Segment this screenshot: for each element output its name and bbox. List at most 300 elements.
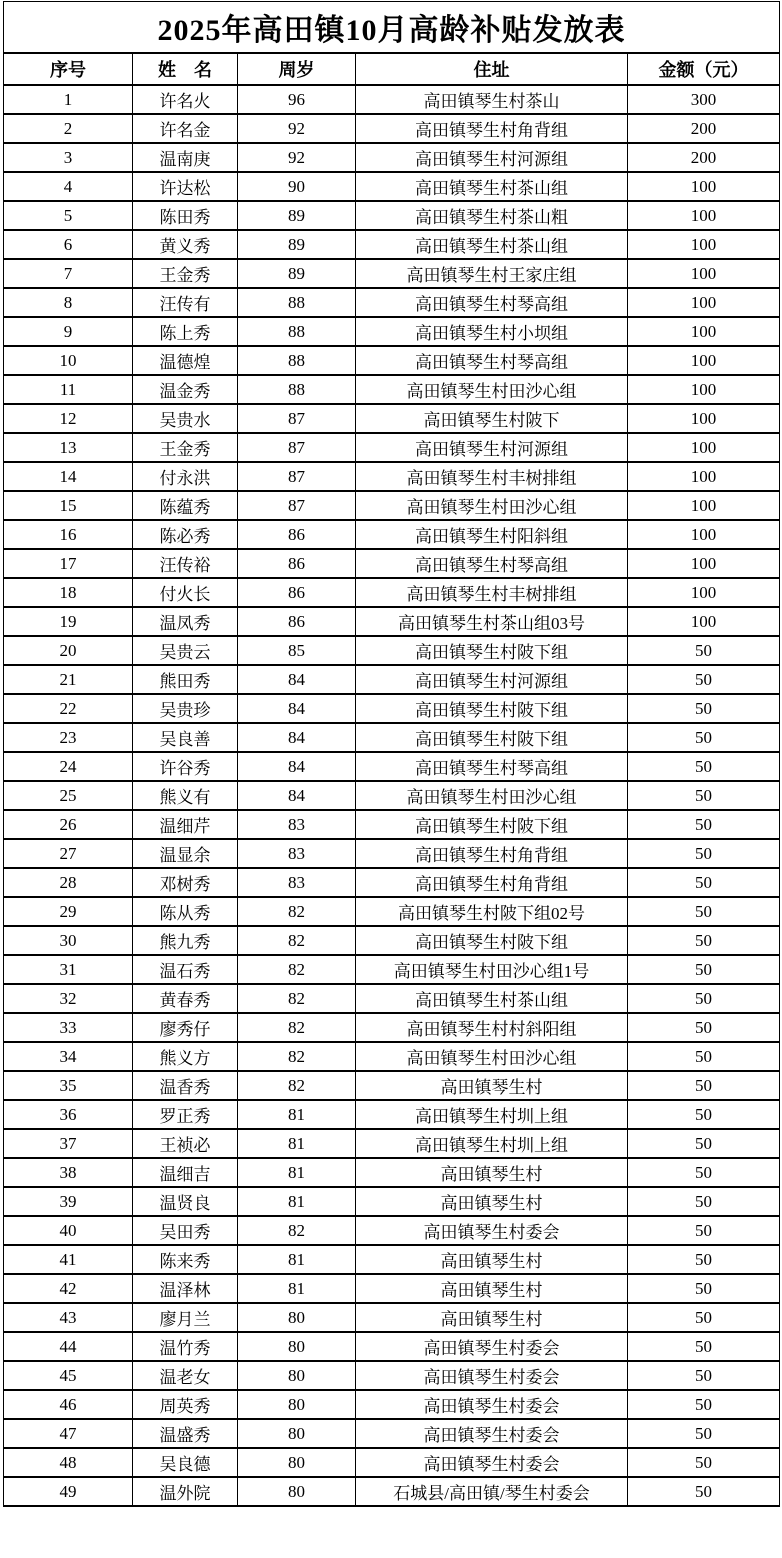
address-cell: 高田镇琴生村陂下 [356,404,628,433]
amount-cell: 50 [628,1390,780,1419]
row-index-cell: 2 [4,114,133,143]
address-cell: 高田镇琴生村 [356,1158,628,1187]
amount-cell: 50 [628,694,780,723]
name-cell: 周英秀 [133,1390,238,1419]
age-cell: 87 [238,404,356,433]
amount-cell: 100 [628,259,780,288]
age-cell: 92 [238,114,356,143]
address-cell: 高田镇琴生村小坝组 [356,317,628,346]
age-cell: 89 [238,259,356,288]
age-cell: 84 [238,723,356,752]
amount-cell: 50 [628,1129,780,1158]
amount-cell: 200 [628,114,780,143]
name-cell: 吴贵云 [133,636,238,665]
address-cell: 高田镇琴生村村斜阳组 [356,1013,628,1042]
age-cell: 87 [238,433,356,462]
col-header-amount: 金额（元） [628,53,780,85]
address-cell: 高田镇琴生村河源组 [356,665,628,694]
age-cell: 81 [238,1245,356,1274]
table-row [4,1216,780,1245]
table-row [4,955,780,984]
name-cell: 温金秀 [133,375,238,404]
name-cell: 黄义秀 [133,230,238,259]
address-cell: 高田镇琴生村陂下组02号 [356,897,628,926]
amount-cell: 50 [628,752,780,781]
row-index-cell: 28 [4,868,133,897]
address-cell: 高田镇琴生村 [356,1303,628,1332]
amount-cell: 50 [628,1303,780,1332]
name-cell: 熊田秀 [133,665,238,694]
row-index-cell: 46 [4,1390,133,1419]
table-row [4,1361,780,1390]
name-cell: 温竹秀 [133,1332,238,1361]
row-index-cell: 20 [4,636,133,665]
address-cell: 高田镇琴生村田沙心组 [356,781,628,810]
amount-cell: 50 [628,723,780,752]
name-cell: 许名金 [133,114,238,143]
amount-cell: 50 [628,1187,780,1216]
table-row [4,1332,780,1361]
table-row [4,1071,780,1100]
age-cell: 80 [238,1390,356,1419]
name-cell: 王金秀 [133,259,238,288]
name-cell: 陈来秀 [133,1245,238,1274]
table-row [4,839,780,868]
name-cell: 黄春秀 [133,984,238,1013]
age-cell: 87 [238,462,356,491]
address-cell: 高田镇琴生村田沙心组 [356,491,628,520]
row-index-cell: 31 [4,955,133,984]
age-cell: 86 [238,578,356,607]
amount-cell: 300 [628,85,780,114]
subsidy-sheet [0,1,782,1558]
age-cell: 83 [238,810,356,839]
table-row [4,375,780,404]
address-cell: 高田镇琴生村茶山组03号 [356,607,628,636]
age-cell: 86 [238,607,356,636]
address-cell: 高田镇琴生村茶山粗 [356,201,628,230]
table-row [4,781,780,810]
row-index-cell: 41 [4,1245,133,1274]
amount-cell: 200 [628,143,780,172]
row-index-cell: 27 [4,839,133,868]
address-cell: 高田镇琴生村陂下组 [356,723,628,752]
name-cell: 温德煌 [133,346,238,375]
age-cell: 81 [238,1129,356,1158]
age-cell: 82 [238,926,356,955]
row-index-cell: 4 [4,172,133,201]
name-cell: 邓树秀 [133,868,238,897]
row-index-cell: 43 [4,1303,133,1332]
title-row [4,2,780,54]
age-cell: 80 [238,1477,356,1506]
table-row [4,810,780,839]
table-row [4,1129,780,1158]
page-title: 2025年高田镇10月高龄补贴发放表 [4,2,780,54]
name-cell: 温石秀 [133,955,238,984]
table-row [4,926,780,955]
amount-cell: 50 [628,781,780,810]
address-cell: 高田镇琴生村陂下组 [356,694,628,723]
name-cell: 王祯必 [133,1129,238,1158]
amount-cell: 100 [628,462,780,491]
amount-cell: 100 [628,288,780,317]
row-index-cell: 1 [4,85,133,114]
age-cell: 86 [238,549,356,578]
address-cell: 高田镇琴生村王家庄组 [356,259,628,288]
name-cell: 熊义方 [133,1042,238,1071]
name-cell: 温凤秀 [133,607,238,636]
row-index-cell: 39 [4,1187,133,1216]
name-cell: 温细芹 [133,810,238,839]
row-index-cell: 47 [4,1419,133,1448]
amount-cell: 50 [628,897,780,926]
amount-cell: 50 [628,1361,780,1390]
table-row [4,520,780,549]
age-cell: 84 [238,781,356,810]
row-index-cell: 21 [4,665,133,694]
amount-cell: 100 [628,433,780,462]
address-cell: 高田镇琴生村阳斜组 [356,520,628,549]
table-row [4,578,780,607]
row-index-cell: 16 [4,520,133,549]
address-cell: 高田镇琴生村田沙心组 [356,1042,628,1071]
name-cell: 吴良德 [133,1448,238,1477]
age-cell: 82 [238,955,356,984]
table-row [4,868,780,897]
table-row [4,404,780,433]
table-row [4,636,780,665]
row-index-cell: 14 [4,462,133,491]
name-cell: 罗正秀 [133,1100,238,1129]
age-cell: 96 [238,85,356,114]
age-cell: 82 [238,1042,356,1071]
address-cell: 高田镇琴生村茶山 [356,85,628,114]
row-index-cell: 45 [4,1361,133,1390]
amount-cell: 50 [628,1245,780,1274]
address-cell: 高田镇琴生村委会 [356,1448,628,1477]
row-index-cell: 7 [4,259,133,288]
amount-cell: 50 [628,1448,780,1477]
row-index-cell: 26 [4,810,133,839]
col-header-name: 姓 名 [133,53,238,85]
amount-cell: 50 [628,810,780,839]
row-index-cell: 35 [4,1071,133,1100]
row-index-cell: 38 [4,1158,133,1187]
table-row [4,1158,780,1187]
row-index-cell: 19 [4,607,133,636]
row-index-cell: 29 [4,897,133,926]
name-cell: 汪传有 [133,288,238,317]
table-row [4,1245,780,1274]
amount-cell: 50 [628,1477,780,1506]
name-cell: 温泽林 [133,1274,238,1303]
row-index-cell: 48 [4,1448,133,1477]
name-cell: 陈必秀 [133,520,238,549]
table-row [4,752,780,781]
age-cell: 87 [238,491,356,520]
row-index-cell: 32 [4,984,133,1013]
table-row [4,317,780,346]
age-cell: 90 [238,172,356,201]
age-cell: 80 [238,1361,356,1390]
name-cell: 付火长 [133,578,238,607]
age-cell: 82 [238,984,356,1013]
address-cell: 高田镇琴生村琴高组 [356,549,628,578]
age-cell: 80 [238,1448,356,1477]
row-index-cell: 34 [4,1042,133,1071]
name-cell: 陈从秀 [133,897,238,926]
name-cell: 陈蕴秀 [133,491,238,520]
table-row [4,230,780,259]
age-cell: 89 [238,230,356,259]
amount-cell: 50 [628,1274,780,1303]
table-row [4,114,780,143]
age-cell: 80 [238,1419,356,1448]
age-cell: 83 [238,868,356,897]
row-index-cell: 15 [4,491,133,520]
name-cell: 温老女 [133,1361,238,1390]
row-index-cell: 36 [4,1100,133,1129]
amount-cell: 50 [628,1100,780,1129]
amount-cell: 100 [628,230,780,259]
table-row [4,984,780,1013]
table-row [4,1274,780,1303]
table-row [4,85,780,114]
table-row [4,694,780,723]
amount-cell: 100 [628,172,780,201]
age-cell: 88 [238,288,356,317]
address-cell: 高田镇琴生村茶山组 [356,172,628,201]
table-row [4,259,780,288]
amount-cell: 100 [628,375,780,404]
amount-cell: 50 [628,926,780,955]
amount-cell: 50 [628,1158,780,1187]
amount-cell: 100 [628,607,780,636]
table-row [4,549,780,578]
row-index-cell: 18 [4,578,133,607]
name-cell: 温盛秀 [133,1419,238,1448]
address-cell: 高田镇琴生村委会 [356,1361,628,1390]
row-index-cell: 9 [4,317,133,346]
age-cell: 82 [238,1071,356,1100]
row-index-cell: 13 [4,433,133,462]
row-index-cell: 17 [4,549,133,578]
amount-cell: 50 [628,1216,780,1245]
age-cell: 92 [238,143,356,172]
address-cell: 高田镇琴生村委会 [356,1390,628,1419]
row-index-cell: 24 [4,752,133,781]
address-cell: 高田镇琴生村田沙心组1号 [356,955,628,984]
col-header-age: 周岁 [238,53,356,85]
address-cell: 高田镇琴生村陂下组 [356,636,628,665]
amount-cell: 100 [628,549,780,578]
age-cell: 85 [238,636,356,665]
subsidy-table [3,1,780,1507]
table-row [4,346,780,375]
address-cell: 高田镇琴生村河源组 [356,143,628,172]
name-cell: 温细吉 [133,1158,238,1187]
age-cell: 86 [238,520,356,549]
name-cell: 陈上秀 [133,317,238,346]
age-cell: 82 [238,897,356,926]
address-cell: 高田镇琴生村丰树排组 [356,462,628,491]
amount-cell: 50 [628,1071,780,1100]
age-cell: 88 [238,317,356,346]
name-cell: 许达松 [133,172,238,201]
row-index-cell: 25 [4,781,133,810]
table-row [4,1390,780,1419]
table-row [4,462,780,491]
name-cell: 熊九秀 [133,926,238,955]
table-row [4,1042,780,1071]
name-cell: 许名火 [133,85,238,114]
address-cell: 高田镇琴生村圳上组 [356,1129,628,1158]
table-row [4,1303,780,1332]
row-index-cell: 40 [4,1216,133,1245]
amount-cell: 100 [628,317,780,346]
table-row [4,1187,780,1216]
name-cell: 吴田秀 [133,1216,238,1245]
amount-cell: 100 [628,201,780,230]
row-index-cell: 44 [4,1332,133,1361]
table-row [4,201,780,230]
address-cell: 高田镇琴生村圳上组 [356,1100,628,1129]
amount-cell: 50 [628,984,780,1013]
name-cell: 汪传裕 [133,549,238,578]
row-index-cell: 49 [4,1477,133,1506]
row-index-cell: 37 [4,1129,133,1158]
address-cell: 高田镇琴生村河源组 [356,433,628,462]
row-index-cell: 10 [4,346,133,375]
table-row [4,172,780,201]
age-cell: 81 [238,1158,356,1187]
row-index-cell: 22 [4,694,133,723]
row-index-cell: 33 [4,1013,133,1042]
age-cell: 84 [238,665,356,694]
name-cell: 温显余 [133,839,238,868]
table-row [4,288,780,317]
address-cell: 高田镇琴生村 [356,1274,628,1303]
col-header-index: 序号 [4,53,133,85]
name-cell: 熊义有 [133,781,238,810]
row-index-cell: 8 [4,288,133,317]
name-cell: 温贤良 [133,1187,238,1216]
age-cell: 81 [238,1100,356,1129]
table-row [4,665,780,694]
amount-cell: 50 [628,839,780,868]
address-cell: 高田镇琴生村委会 [356,1419,628,1448]
table-row [4,1448,780,1477]
age-cell: 80 [238,1332,356,1361]
address-cell: 高田镇琴生村 [356,1071,628,1100]
row-index-cell: 11 [4,375,133,404]
amount-cell: 100 [628,346,780,375]
age-cell: 88 [238,375,356,404]
name-cell: 王金秀 [133,433,238,462]
address-cell: 高田镇琴生村委会 [356,1216,628,1245]
table-header-row [4,53,780,85]
age-cell: 80 [238,1303,356,1332]
amount-cell: 100 [628,520,780,549]
age-cell: 82 [238,1216,356,1245]
address-cell: 高田镇琴生村 [356,1245,628,1274]
address-cell: 高田镇琴生村角背组 [356,839,628,868]
name-cell: 吴贵珍 [133,694,238,723]
address-cell: 高田镇琴生村委会 [356,1332,628,1361]
address-cell: 高田镇琴生村丰树排组 [356,578,628,607]
name-cell: 许谷秀 [133,752,238,781]
address-cell: 石城县/高田镇/琴生村委会 [356,1477,628,1506]
row-index-cell: 23 [4,723,133,752]
table-row [4,433,780,462]
amount-cell: 50 [628,665,780,694]
address-cell: 高田镇琴生村琴高组 [356,346,628,375]
amount-cell: 50 [628,1332,780,1361]
row-index-cell: 3 [4,143,133,172]
age-cell: 81 [238,1187,356,1216]
amount-cell: 50 [628,636,780,665]
name-cell: 陈田秀 [133,201,238,230]
age-cell: 89 [238,201,356,230]
address-cell: 高田镇琴生村茶山组 [356,230,628,259]
address-cell: 高田镇琴生村陂下组 [356,926,628,955]
age-cell: 84 [238,752,356,781]
table-row [4,1013,780,1042]
address-cell: 高田镇琴生村茶山组 [356,984,628,1013]
table-row [4,1477,780,1506]
address-cell: 高田镇琴生村琴高组 [356,752,628,781]
name-cell: 廖秀仔 [133,1013,238,1042]
age-cell: 84 [238,694,356,723]
name-cell: 温南庚 [133,143,238,172]
row-index-cell: 42 [4,1274,133,1303]
amount-cell: 50 [628,1419,780,1448]
amount-cell: 50 [628,868,780,897]
name-cell: 吴贵水 [133,404,238,433]
address-cell: 高田镇琴生村角背组 [356,114,628,143]
name-cell: 廖月兰 [133,1303,238,1332]
address-cell: 高田镇琴生村 [356,1187,628,1216]
col-header-address: 住址 [356,53,628,85]
amount-cell: 100 [628,491,780,520]
amount-cell: 100 [628,578,780,607]
row-index-cell: 6 [4,230,133,259]
address-cell: 高田镇琴生村田沙心组 [356,375,628,404]
row-index-cell: 12 [4,404,133,433]
age-cell: 88 [238,346,356,375]
name-cell: 温香秀 [133,1071,238,1100]
amount-cell: 50 [628,1042,780,1071]
name-cell: 温外院 [133,1477,238,1506]
table-row [4,1100,780,1129]
name-cell: 吴良善 [133,723,238,752]
table-row [4,607,780,636]
amount-cell: 100 [628,404,780,433]
table-row [4,1419,780,1448]
address-cell: 高田镇琴生村陂下组 [356,810,628,839]
age-cell: 82 [238,1013,356,1042]
amount-cell: 50 [628,955,780,984]
table-row [4,723,780,752]
table-body [4,85,780,1506]
row-index-cell: 30 [4,926,133,955]
address-cell: 高田镇琴生村角背组 [356,868,628,897]
address-cell: 高田镇琴生村琴高组 [356,288,628,317]
amount-cell: 50 [628,1013,780,1042]
age-cell: 81 [238,1274,356,1303]
row-index-cell: 5 [4,201,133,230]
